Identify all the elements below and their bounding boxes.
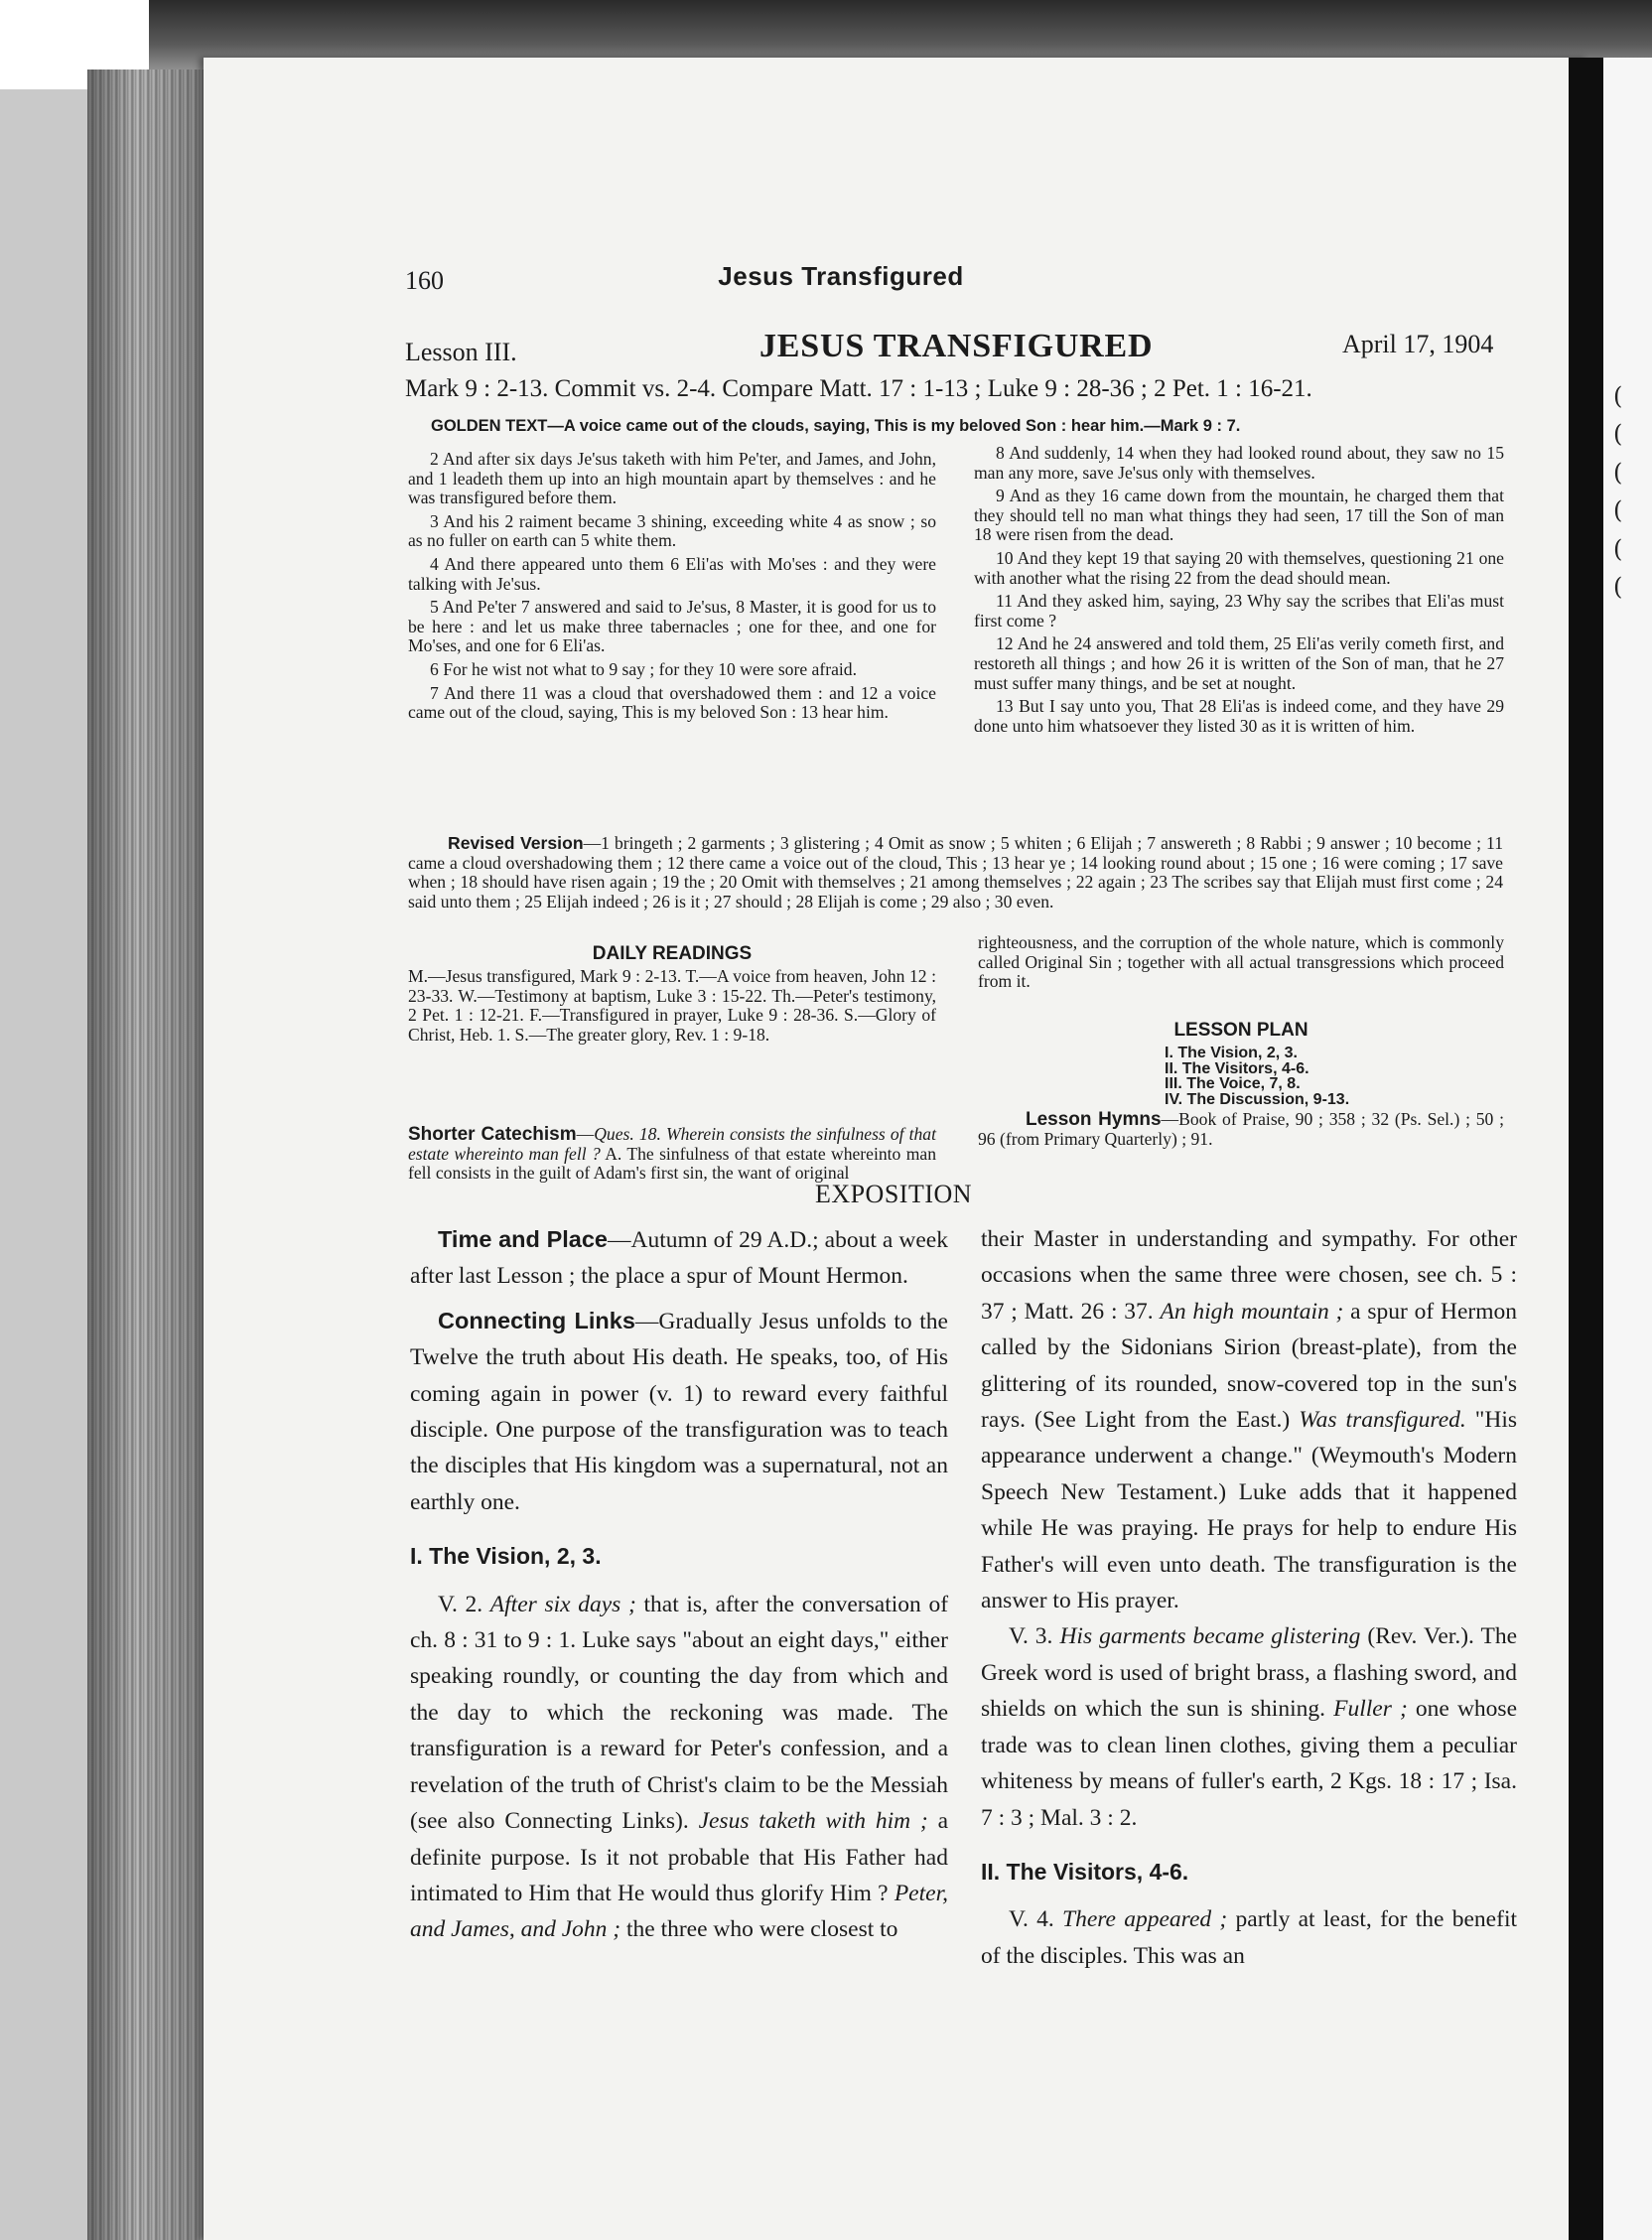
lesson-number: Lesson III. — [405, 338, 517, 366]
exposition-column-right — [981, 1221, 1517, 1974]
lesson-plan-item: II. The Visitors, 4-6. — [1165, 1059, 1309, 1077]
verse-3: 3 And his 2 raiment became 3 shining, exceeding white 4 as snow ; so as no fuller on earth can 5 white them. — [408, 510, 936, 551]
commentary-text: one whose trade was to clean linen clothes, giving them a peculiar whiteness by means of fuller's earth, 2 Kgs. 18 : 17 ; Isa. 7 : 3 ; Mal. 3 : 2. — [981, 1696, 1518, 1831]
commentary-text: their Master in understanding and sympathy. For other occasions when the same three were chosen, see ch. 5 : 37 ; Matt. 26 : 37. — [981, 1226, 1517, 1325]
commentary-text: the three who were closest to — [625, 1916, 898, 1943]
daily-readings-heading: DAILY READINGS — [592, 943, 753, 964]
commentary-text: "His appearance underwent a change." (Weymouth's Modern Speech New Testament.) Luke adds that it happened while He was praying. He prays for help to endure His Father's will even unto death. The transfiguration is the answer to His prayer. — [981, 1407, 1518, 1614]
lesson-plan-item: I. The Vision, 2, 3. — [1165, 1045, 1298, 1061]
commentary-text: (Rev. Ver.). The Greek word is used of bright brass, a flashing sword, and shields on which the sun is shining. — [981, 1623, 1517, 1723]
commentary-text: that is, after the conversation of ch. 8 : 31 to 9 : 1. Luke says "about an eight days," either speaking roundly, or counting the day from which and the day to which the reckoning was made. The transfiguration is a reward for Peter's confession, and a revelation of the truth of Christ's claim to be the Messiah (see also Connecting Links). — [410, 1591, 949, 1835]
revised-version-text: —1 bringeth ; 2 garments ; 3 glistering ; 4 Omit as snow ; 5 whiten ; 6 Elijah ; 7 answereth ; 8 Rabbi ; 9 answer ; 10 become ; 11 came a cloud overshadowing them ; 12 there came a voice out of the cloud, This ; 13 hear ye ; 14 looking round about ; 15 one ; 16 were coming ; 17 save when ; 18 should have risen again ; 19 the ; 20 Omit with themselves ; 21 among themselves ; 22 again ; 23 The scribes say that Elijah must first come ; 24 said unto them ; 25 Elijah indeed ; 26 is it ; 27 should ; 28 Elijah is come ; 29 also ; 30 even. — [408, 833, 1503, 911]
time-and-place — [410, 1221, 948, 1295]
verse-label: V. 4. — [1009, 1906, 1054, 1933]
scripture-verses-right — [974, 444, 1504, 740]
lesson-hymns-text: —Book of Praise, 90 ; 358 ; 32 (Ps. Sel.) ; 50 ; 96 (from Primary Quarterly) ; 91. — [978, 1109, 1505, 1149]
phrase: There appeared ; — [1062, 1906, 1228, 1933]
verse-7: 7 And there 11 was a cloud that overshadowed them : and 12 a voice came out of the cloud, saying, This is my beloved Son : 13 hear him. — [408, 682, 936, 723]
connecting-links-text: —Gradually Jesus unfolds to the Twelve the truth about His death. He speaks, too, of His coming again in power (v. 1) to reward every faithful disciple. One purpose of the transfiguration was to teach the disciples that His kingdom was a supernatural, not an earthly one. — [410, 1308, 948, 1515]
catechism-label: Shorter Catechism — [408, 1124, 577, 1145]
section-heading-vision: I. The Vision, 2, 3. — [410, 1543, 602, 1570]
daily-readings-text: M.—Jesus transfigured, Mark 9 : 2-13. T.—A voice from heaven, John 12 : 23-33. W.—Testimony at baptism, Luke 3 : 15-22. Th.—Peter's testimony, 2 Pet. 1 : 12-21. F.—Transfigured in prayer, Luke 9 : 28-36. S.—Glory of Christ, Heb. 1. S.—The greater glory, Rev. 1 : 9-18. — [408, 966, 936, 1045]
phrase: Peter, and James, and John ; — [410, 1880, 948, 1943]
verse-12: 12 And he 24 answered and told them, 25 Eli'as verily cometh first, and restoreth all things ; and how 26 it is written of the Son of man, that he 27 must suffer many things, and be set at nought. — [974, 633, 1504, 693]
verse-2: 2 And after six days Je'sus taketh with him Pe'ter, and James, and John, and 1 leadeth them up into an high mountain apart by themselves : and he was transfigured before them. — [408, 449, 936, 508]
verse-9: 9 And as they 16 came down from the mountain, he charged them that they should tell no man what things they had seen, 17 till the Son of man 18 were risen from the dead. — [974, 486, 1504, 545]
verse-8: 8 And suddenly, 14 when they had looked round about, they saw no 15 man any more, save Je'sus only with themselves. — [974, 443, 1504, 483]
verse-6: 6 For he wist not what to 9 say ; for they 10 were sore afraid. — [430, 658, 857, 679]
verse-10: 10 And they kept 19 that saying 20 with themselves, questioning 21 one with another what the rising 22 from the dead should mean. — [974, 547, 1504, 588]
commentary-text: partly at least, for the benefit of the disciples. This was an — [981, 1906, 1517, 1969]
verse-label: V. 2. — [438, 1591, 483, 1617]
phrase: Was transfigured. — [1299, 1407, 1466, 1434]
facing-page-marks: ( ( ( ( ( ( — [1613, 382, 1623, 601]
catechism-answer-continued: righteousness, and the corruption of the whole nature, which is commonly called Original Sin ; together with all actual transgressions which proceed from it. — [978, 932, 1504, 992]
time-place-label: Time and Place — [438, 1226, 608, 1252]
phrase: After six days ; — [489, 1591, 636, 1617]
commentary-text: a spur of Hermon called by the Sidonians Sirion (breast-plate), from the glittering of its rounded, snow-covered top in the sun's rays. (See Light from the East.) — [981, 1298, 1518, 1434]
scripture-verses-left — [408, 450, 936, 727]
section-heading-visitors: II. The Visitors, 4-6. — [981, 1858, 1189, 1885]
catechism-question: Wherein consists the sinfulness of that estate whereinto man fell ? — [408, 1124, 936, 1164]
book-gutter — [1569, 58, 1603, 2240]
facing-page-strip — [1603, 58, 1652, 2240]
scripture-reference: Mark 9 : 2-13. Commit vs. 2-4. Compare Matt. 17 : 1-13 ; Luke 9 : 28-36 ; 2 Pet. 1 : 16-21. — [405, 375, 1312, 402]
lesson-plan-item: III. The Voice, 7, 8. — [1165, 1075, 1301, 1092]
phrase: Jesus taketh with him ; — [698, 1808, 928, 1835]
shorter-catechism: Shorter Catechism—Ques. 18. Wherein consists the sinfulness of that estate whereinto man fell ? A. The sinfulness of that estate whereinto man fell consists in the guilt of Adam's first sin, the want of original — [408, 1124, 937, 1184]
revised-version — [408, 834, 1503, 911]
lesson-title: JESUS TRANSFIGURED — [759, 328, 1154, 364]
lesson-hymns — [978, 1110, 1504, 1149]
page-number: 160 — [405, 266, 444, 295]
verse-4-commentary — [981, 1901, 1517, 1974]
time-place-text: —Autumn of 29 A.D.; about a week after last Lesson ; the place a spur of Mount Hermon. — [410, 1227, 948, 1290]
golden-text: GOLDEN TEXT—A voice came out of the clouds, saying, This is my beloved Son : hear him.—Mark 9 : 7. — [431, 417, 1241, 435]
phrase: Fuller ; — [1333, 1696, 1408, 1723]
catechism-question-label: Ques. 18. — [594, 1124, 661, 1144]
verse-2-commentary — [410, 1587, 948, 1948]
connecting-links — [410, 1303, 948, 1520]
lesson-plan-item: IV. The Discussion, 9-13. — [1165, 1090, 1350, 1108]
phrase: His garments became glistering — [1059, 1623, 1361, 1650]
phrase: An high mountain ; — [1160, 1298, 1344, 1325]
running-head-title: Jesus Transfigured — [718, 261, 964, 291]
connecting-links-label: Connecting Links — [438, 1307, 635, 1333]
catechism-answer: A. The sinfulness of that estate whereinto man fell consists in the guilt of Adam's first sin, the want of original — [408, 1143, 937, 1184]
verse-4: 4 And there appeared unto them 6 Eli'as with Mo'ses : and they were talking with Je'sus. — [408, 553, 936, 594]
verse-13: 13 But I say unto you, That 28 Eli'as is indeed come, and they have 29 done unto him whatsoever they listed 30 as it is written of him. — [974, 696, 1504, 736]
verse-5: 5 And Pe'ter 7 answered and said to Je'sus, 8 Master, it is good for us to be here : and let us make three tabernacles ; one for thee, and one for Mo'ses, and one for 6 Eli'as. — [408, 597, 936, 656]
book-edge-shade — [87, 70, 211, 2240]
exposition-heading: EXPOSITION — [814, 1180, 973, 1208]
lesson-date: April 17, 1904 — [1342, 330, 1494, 358]
revised-version-label: Revised Version — [448, 833, 584, 853]
commentary-continued — [981, 1221, 1517, 1618]
exposition-column-left — [410, 1221, 948, 1948]
lesson-plan-heading: LESSON PLAN — [1173, 1020, 1308, 1041]
verse-11: 11 And they asked him, saying, 23 Why say the scribes that Eli'as must first come ? — [974, 591, 1504, 630]
commentary-text: a definite purpose. Is it not probable that His Father had intimated to Him that He would thus glorify Him ? — [410, 1808, 948, 1906]
lesson-plan-items — [1165, 1046, 1349, 1107]
verse-label: V. 3. — [1009, 1623, 1053, 1650]
verse-3-commentary — [981, 1618, 1517, 1835]
lesson-hymns-label: Lesson Hymns — [1026, 1109, 1162, 1130]
